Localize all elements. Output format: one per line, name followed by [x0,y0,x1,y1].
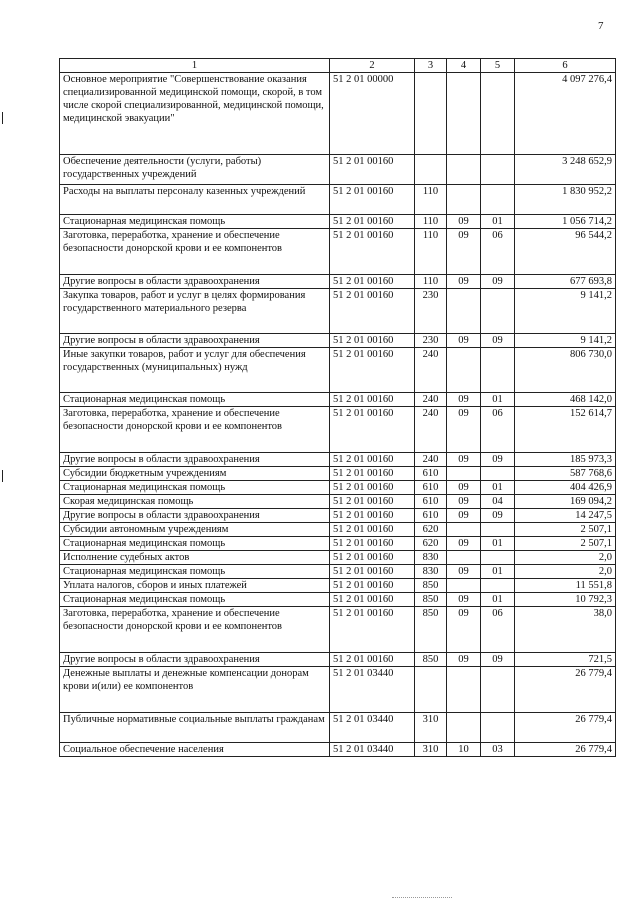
row-name: Субсидии бюджетным учреждениям [60,467,330,481]
row-code: 51 2 01 00160 [330,289,415,334]
table-row [60,653,616,667]
row-name: Заготовка, переработка, хранение и обеспечение безопасности донорской крови и ее компонентов [60,407,330,453]
table-row [60,453,616,467]
row-subsection [481,73,515,155]
row-expense-type: 610 [415,495,447,509]
row-section: 09 [447,453,481,467]
scan-artifact [392,897,452,898]
row-subsection [481,289,515,334]
row-amount: 1 830 952,2 [515,185,616,215]
row-expense-type: 850 [415,653,447,667]
row-name: Стационарная медицинская помощь [60,537,330,551]
row-amount: 721,5 [515,653,616,667]
row-name: Другие вопросы в области здравоохранения [60,334,330,348]
row-expense-type: 610 [415,467,447,481]
row-section [447,467,481,481]
table-row [60,523,616,537]
row-name: Стационарная медицинская помощь [60,393,330,407]
row-subsection: 01 [481,565,515,579]
row-section: 09 [447,393,481,407]
row-amount: 96 544,2 [515,229,616,275]
row-amount: 2,0 [515,565,616,579]
row-code: 51 2 01 00160 [330,537,415,551]
row-code: 51 2 01 00160 [330,215,415,229]
header-cell: 2 [330,59,415,73]
row-name: Денежные выплаты и денежные компенсации донорам крови и(или) ее компонентов [60,667,330,713]
row-name: Социальное обеспечение населения [60,743,330,757]
row-name: Другие вопросы в области здравоохранения [60,653,330,667]
row-subsection: 01 [481,393,515,407]
row-section [447,155,481,185]
row-subsection: 09 [481,509,515,523]
row-subsection: 09 [481,334,515,348]
row-code: 51 2 01 00160 [330,229,415,275]
table-row [60,467,616,481]
row-expense-type [415,667,447,713]
row-code: 51 2 01 00160 [330,551,415,565]
table-row [60,579,616,593]
header-cell: 5 [481,59,515,73]
table-row [60,481,616,495]
row-section [447,579,481,593]
table-row [60,565,616,579]
row-amount: 185 973,3 [515,453,616,467]
table-row [60,155,616,185]
row-subsection: 01 [481,215,515,229]
row-code: 51 2 01 00160 [330,509,415,523]
header-row [60,59,616,73]
table-row [60,607,616,653]
row-name: Стационарная медицинская помощь [60,593,330,607]
row-name: Другие вопросы в области здравоохранения [60,275,330,289]
row-expense-type: 110 [415,275,447,289]
row-section [447,185,481,215]
row-amount: 38,0 [515,607,616,653]
row-section: 09 [447,653,481,667]
row-section: 09 [447,229,481,275]
row-code: 51 2 01 03440 [330,713,415,743]
row-subsection: 01 [481,481,515,495]
row-expense-type: 850 [415,593,447,607]
row-code: 51 2 01 00160 [330,653,415,667]
row-subsection [481,667,515,713]
row-amount: 3 248 652,9 [515,155,616,185]
row-code: 51 2 01 00160 [330,155,415,185]
row-name: Заготовка, переработка, хранение и обеспечение безопасности донорской крови и ее компонентов [60,229,330,275]
row-subsection: 04 [481,495,515,509]
row-amount: 587 768,6 [515,467,616,481]
header-cell: 1 [60,59,330,73]
row-amount: 26 779,4 [515,667,616,713]
table-row [60,275,616,289]
row-section: 09 [447,495,481,509]
row-subsection [481,185,515,215]
row-name: Другие вопросы в области здравоохранения [60,509,330,523]
row-section: 09 [447,593,481,607]
table-row [60,229,616,275]
row-amount: 26 779,4 [515,713,616,743]
row-code: 51 2 01 00160 [330,348,415,393]
row-code: 51 2 01 00160 [330,393,415,407]
row-subsection: 01 [481,537,515,551]
table-row [60,185,616,215]
row-section: 09 [447,407,481,453]
header-cell: 3 [415,59,447,73]
row-name: Субсидии автономным учреждениям [60,523,330,537]
row-name: Скорая медицинская помощь [60,495,330,509]
table-row [60,495,616,509]
row-section: 09 [447,607,481,653]
row-expense-type: 110 [415,229,447,275]
row-name: Публичные нормативные социальные выплаты гражданам [60,713,330,743]
row-expense-type: 230 [415,289,447,334]
row-section [447,348,481,393]
row-amount: 2 507,1 [515,537,616,551]
row-name: Закупка товаров, работ и услуг в целях формирования государственного материального резерва [60,289,330,334]
row-subsection [481,155,515,185]
row-code: 51 2 01 00160 [330,334,415,348]
row-amount: 1 056 714,2 [515,215,616,229]
row-subsection [481,348,515,393]
row-code: 51 2 01 00160 [330,565,415,579]
row-expense-type: 240 [415,453,447,467]
row-code: 51 2 01 00160 [330,593,415,607]
row-name: Исполнение судебных актов [60,551,330,565]
row-name: Уплата налогов, сборов и иных платежей [60,579,330,593]
row-subsection [481,713,515,743]
row-expense-type: 240 [415,393,447,407]
row-amount: 169 094,2 [515,495,616,509]
row-amount: 14 247,5 [515,509,616,523]
row-expense-type: 620 [415,523,447,537]
row-name: Обеспечение деятельности (услуги, работы) государственных учреждений [60,155,330,185]
row-name: Другие вопросы в области здравоохранения [60,453,330,467]
row-subsection: 09 [481,275,515,289]
row-name: Заготовка, переработка, хранение и обеспечение безопасности донорской крови и ее компонентов [60,607,330,653]
row-code: 51 2 01 00160 [330,495,415,509]
table-row [60,73,616,155]
row-name: Стационарная медицинская помощь [60,215,330,229]
table-row [60,551,616,565]
table-row [60,537,616,551]
row-amount: 11 551,8 [515,579,616,593]
table-row [60,509,616,523]
table-row [60,593,616,607]
row-section: 10 [447,743,481,757]
row-expense-type: 620 [415,537,447,551]
row-expense-type: 830 [415,551,447,565]
margin-mark [2,112,3,124]
table-row [60,334,616,348]
header-cell: 4 [447,59,481,73]
row-section: 09 [447,565,481,579]
row-name: Иные закупки товаров, работ и услуг для обеспечения государственных (муниципальных) нужд [60,348,330,393]
row-code: 51 2 01 00160 [330,467,415,481]
row-subsection: 06 [481,229,515,275]
row-section [447,73,481,155]
row-expense-type: 240 [415,348,447,393]
row-section: 09 [447,215,481,229]
row-section: 09 [447,481,481,495]
row-subsection: 06 [481,607,515,653]
row-expense-type: 610 [415,481,447,495]
row-amount: 9 141,2 [515,334,616,348]
row-amount: 2 507,1 [515,523,616,537]
table-row [60,713,616,743]
row-code: 51 2 01 00160 [330,275,415,289]
page-number: 7 [598,20,604,32]
row-expense-type [415,155,447,185]
row-section [447,523,481,537]
row-code: 51 2 01 00160 [330,579,415,593]
row-code: 51 2 01 03440 [330,667,415,713]
row-section [447,289,481,334]
row-expense-type: 110 [415,215,447,229]
row-section [447,713,481,743]
row-subsection [481,579,515,593]
row-subsection: 01 [481,593,515,607]
row-code: 51 2 01 00160 [330,185,415,215]
row-code: 51 2 01 00160 [330,453,415,467]
row-expense-type [415,73,447,155]
row-amount: 806 730,0 [515,348,616,393]
header-cell: 6 [515,59,616,73]
row-code: 51 2 01 00000 [330,73,415,155]
table-row [60,393,616,407]
table-row [60,743,616,757]
row-code: 51 2 01 00160 [330,407,415,453]
row-expense-type: 850 [415,579,447,593]
row-amount: 404 426,9 [515,481,616,495]
row-expense-type: 230 [415,334,447,348]
row-name: Стационарная медицинская помощь [60,565,330,579]
row-name: Стационарная медицинская помощь [60,481,330,495]
row-amount: 26 779,4 [515,743,616,757]
row-subsection: 09 [481,453,515,467]
row-subsection [481,523,515,537]
row-amount: 10 792,3 [515,593,616,607]
table-row [60,348,616,393]
table-row [60,407,616,453]
row-amount: 2,0 [515,551,616,565]
row-expense-type: 610 [415,509,447,523]
row-amount: 152 614,7 [515,407,616,453]
row-name: Расходы на выплаты персоналу казенных учреждений [60,185,330,215]
table-row [60,289,616,334]
table-row [60,667,616,713]
row-subsection: 09 [481,653,515,667]
row-section: 09 [447,509,481,523]
row-section: 09 [447,275,481,289]
row-code: 51 2 01 03440 [330,743,415,757]
row-subsection [481,467,515,481]
row-subsection: 06 [481,407,515,453]
row-amount: 677 693,8 [515,275,616,289]
row-name: Основное мероприятие "Совершенствование оказания специализированной медицинской помощи, скорой, в том числе скорой специализированной, медицинской помощи, медицинской эвакуации" [60,73,330,155]
row-expense-type: 830 [415,565,447,579]
row-expense-type: 240 [415,407,447,453]
row-amount: 9 141,2 [515,289,616,334]
row-section: 09 [447,334,481,348]
row-section: 09 [447,537,481,551]
row-subsection: 03 [481,743,515,757]
row-section [447,551,481,565]
budget-table [59,58,616,757]
row-code: 51 2 01 00160 [330,481,415,495]
row-expense-type: 850 [415,607,447,653]
row-expense-type: 110 [415,185,447,215]
row-expense-type: 310 [415,743,447,757]
margin-mark [2,470,3,482]
row-section [447,667,481,713]
row-code: 51 2 01 00160 [330,607,415,653]
row-subsection [481,551,515,565]
row-code: 51 2 01 00160 [330,523,415,537]
row-amount: 4 097 276,4 [515,73,616,155]
row-amount: 468 142,0 [515,393,616,407]
table-row [60,215,616,229]
row-expense-type: 310 [415,713,447,743]
